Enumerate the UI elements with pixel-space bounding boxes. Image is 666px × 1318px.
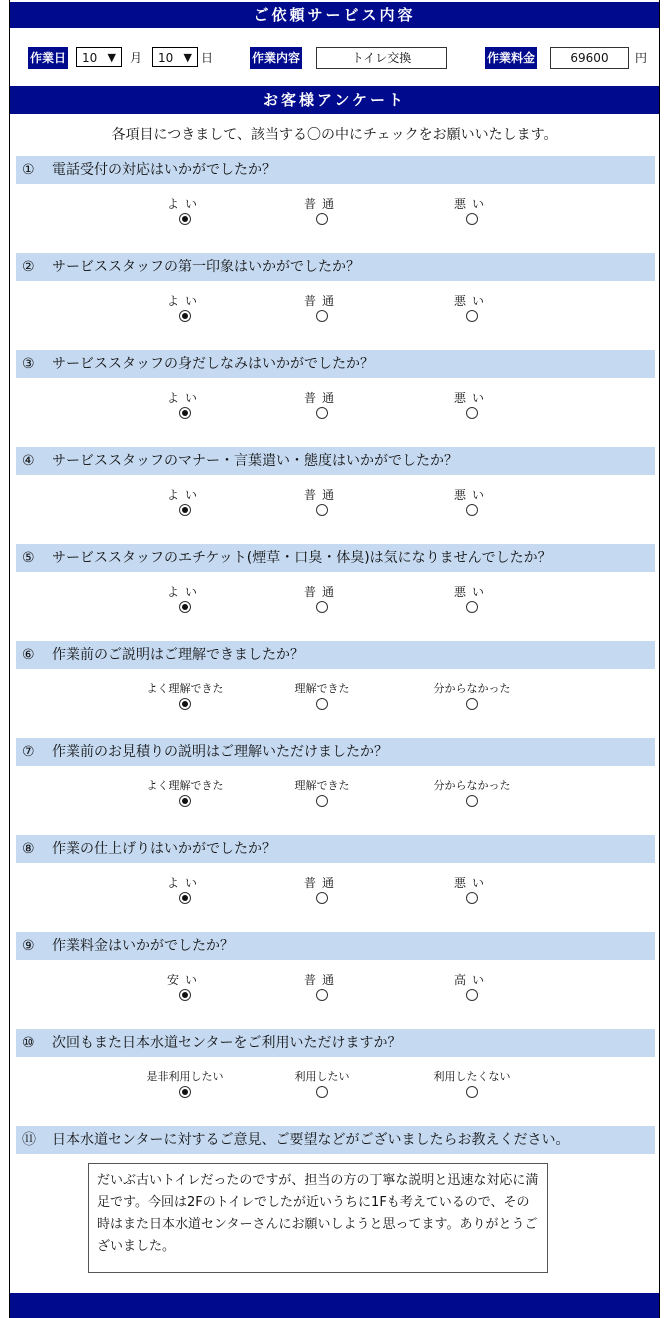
service-details-row (10, 45, 659, 73)
dropdown-arrow-icon: ▼ (183, 51, 192, 64)
radio-button[interactable] (466, 310, 478, 322)
option-1[interactable] (130, 487, 240, 519)
month-unit: 月 (130, 51, 143, 65)
option-label: 悪い (453, 391, 490, 405)
radio-button[interactable] (466, 698, 478, 710)
radio-button[interactable] (466, 504, 478, 516)
option-label: 悪い (453, 197, 490, 211)
question-10-header (16, 1029, 655, 1057)
radio-button[interactable] (466, 601, 478, 613)
option-2[interactable] (267, 487, 377, 519)
dropdown-arrow-icon: ▼ (107, 51, 116, 64)
question-1-header (16, 156, 655, 184)
option-3[interactable] (417, 1069, 527, 1101)
month-select[interactable] (76, 47, 122, 67)
day-unit: 日 (201, 51, 214, 65)
option-label: 利用したくない (433, 1070, 511, 1083)
fee-unit: 円 (635, 51, 648, 65)
question-1-options (10, 196, 659, 236)
question-text: 作業前のお見積りの説明はご理解いただけましたか？ (52, 744, 388, 760)
day-value: 10 (158, 51, 174, 65)
work-fee-label: 作業料金 (485, 47, 537, 69)
option-label: 是非利用したい (146, 1070, 224, 1083)
option-label: よい (166, 391, 203, 405)
radio-button[interactable] (179, 698, 191, 710)
option-1[interactable] (130, 293, 240, 325)
option-label: 利用したい (294, 1070, 350, 1083)
option-3[interactable] (417, 875, 527, 907)
option-3[interactable] (417, 778, 527, 810)
survey-instructions: 各項目につきまして、該当する〇の中にチェックをお願いいたします。 (111, 127, 558, 143)
option-1[interactable] (130, 778, 240, 810)
option-label: 普通 (303, 488, 340, 502)
question-number: ④ (22, 453, 35, 469)
work-content-field[interactable]: トイレ交換 (316, 47, 447, 69)
question-5-header (16, 544, 655, 572)
service-header-bar: ご依頼サービス内容 (10, 2, 659, 28)
radio-button[interactable] (179, 989, 191, 1001)
option-label: 普通 (303, 197, 340, 211)
work-date-label: 作業日 (28, 47, 68, 69)
radio-button[interactable] (316, 213, 328, 225)
footer-bar (10, 1293, 659, 1318)
question-3-header (16, 350, 655, 378)
option-label: 理解できた (294, 779, 350, 792)
question-5-options (10, 584, 659, 624)
question-number: ⑪ (22, 1132, 36, 1148)
radio-button[interactable] (316, 892, 328, 904)
radio-button[interactable] (179, 795, 191, 807)
option-label: 普通 (303, 973, 340, 987)
option-label: 普通 (303, 585, 340, 599)
question-number: ⑤ (22, 550, 35, 566)
option-2[interactable] (267, 196, 377, 228)
work-fee-field[interactable]: 69600 (550, 47, 629, 69)
option-2[interactable] (267, 778, 377, 810)
option-label: 安い (166, 973, 203, 987)
radio-button[interactable] (466, 213, 478, 225)
option-label: 高い (453, 973, 490, 987)
day-select[interactable] (152, 47, 198, 67)
radio-button[interactable] (316, 504, 328, 516)
question-7-options (10, 778, 659, 818)
option-2[interactable] (267, 875, 377, 907)
option-3[interactable] (417, 584, 527, 616)
option-label: よい (166, 585, 203, 599)
question-4-options (10, 487, 659, 527)
option-1[interactable] (130, 681, 240, 713)
question-number: ⑥ (22, 647, 35, 663)
question-text: 日本水道センターに対するご意見、ご要望などがございましたらお教えください。 (52, 1132, 570, 1148)
radio-button[interactable] (466, 989, 478, 1001)
radio-button[interactable] (316, 795, 328, 807)
question-text: 次回もまた日本水道センターをご利用いただけますか？ (52, 1035, 402, 1051)
option-1[interactable] (130, 390, 240, 422)
option-label: 悪い (453, 876, 490, 890)
question-10-options (10, 1069, 659, 1109)
question-text: サービススタッフのマナー・言葉遣い・態度はいかがでしたか？ (52, 453, 458, 469)
radio-button[interactable] (179, 310, 191, 322)
option-label: 悪い (453, 488, 490, 502)
option-3[interactable] (417, 487, 527, 519)
option-label: 普通 (303, 294, 340, 308)
option-label: 分からなかった (433, 779, 511, 792)
question-6-options (10, 681, 659, 721)
option-2[interactable] (267, 584, 377, 616)
question-number: ② (22, 259, 35, 275)
option-label: よい (166, 876, 203, 890)
question-2-options (10, 293, 659, 333)
question-text: 電話受付の対応はいかがでしたか？ (52, 162, 276, 178)
option-label: よい (166, 197, 203, 211)
comment-textarea[interactable]: だいぶ古いトイレだったのですが、担当の方の丁寧な説明と迅速な対応に満足です。今回は2Fのトイレでしたが近いうちに1Fも考えているので、その時はまた日本水道センターさんにお願いしようと思ってます。ありがとうございました。 (88, 1163, 548, 1273)
radio-button[interactable] (316, 989, 328, 1001)
option-label: 悪い (453, 294, 490, 308)
option-label: 理解できた (294, 682, 350, 695)
question-8-header (16, 835, 655, 863)
radio-button[interactable] (179, 504, 191, 516)
radio-button[interactable] (179, 601, 191, 613)
radio-button[interactable] (316, 1086, 328, 1098)
option-label: よい (166, 488, 203, 502)
question-number: ⑩ (22, 1035, 35, 1051)
option-3[interactable] (417, 196, 527, 228)
option-label: よい (166, 294, 203, 308)
question-9-options (10, 972, 659, 1012)
question-9-header (16, 932, 655, 960)
option-1[interactable] (130, 972, 240, 1004)
radio-button[interactable] (466, 795, 478, 807)
question-7-header (16, 738, 655, 766)
question-text: サービススタッフの身だしなみはいかがでしたか？ (52, 356, 374, 372)
question-text: サービススタッフのエチケット(煙草・口臭・体臭)は気になりませんでしたか？ (52, 550, 552, 566)
option-label: 悪い (453, 585, 490, 599)
option-3[interactable] (417, 972, 527, 1004)
option-2[interactable] (267, 972, 377, 1004)
question-number: ③ (22, 356, 35, 372)
question-number: ⑧ (22, 841, 35, 857)
option-1[interactable] (130, 584, 240, 616)
option-label: 分からなかった (433, 682, 511, 695)
question-number: ⑦ (22, 744, 35, 760)
question-3-options (10, 390, 659, 430)
option-3[interactable] (417, 293, 527, 325)
month-value: 10 (82, 51, 98, 65)
option-label: 普通 (303, 876, 340, 890)
survey-frame (9, 0, 660, 1318)
radio-button[interactable] (179, 407, 191, 419)
option-1[interactable] (130, 1069, 240, 1101)
survey-header-bar: お客様アンケート (10, 86, 659, 114)
option-label: 普通 (303, 391, 340, 405)
radio-button[interactable] (316, 698, 328, 710)
question-6-header (16, 641, 655, 669)
question-text: 作業の仕上げりはいかがでしたか？ (52, 841, 276, 857)
option-label: よく理解できた (146, 682, 224, 695)
radio-button[interactable] (179, 1086, 191, 1098)
option-1[interactable] (130, 196, 240, 228)
option-3[interactable] (417, 390, 527, 422)
radio-button[interactable] (466, 407, 478, 419)
radio-button[interactable] (179, 892, 191, 904)
radio-button[interactable] (316, 601, 328, 613)
radio-button[interactable] (316, 407, 328, 419)
question-text: 作業料金はいかがでしたか？ (52, 938, 234, 954)
question-text: 作業前のご説明はご理解できましたか？ (52, 647, 304, 663)
option-2[interactable] (267, 293, 377, 325)
question-number: ① (22, 162, 35, 178)
question-8-options (10, 875, 659, 915)
question-11-header (16, 1126, 655, 1154)
question-number: ⑨ (22, 938, 35, 954)
radio-button[interactable] (466, 892, 478, 904)
option-2[interactable] (267, 681, 377, 713)
radio-button[interactable] (466, 1086, 478, 1098)
option-2[interactable] (267, 1069, 377, 1101)
option-2[interactable] (267, 390, 377, 422)
question-4-header (16, 447, 655, 475)
question-2-header (16, 253, 655, 281)
radio-button[interactable] (316, 310, 328, 322)
work-content-label: 作業内容 (250, 47, 302, 69)
option-3[interactable] (417, 681, 527, 713)
question-text: サービススタッフの第一印象はいかがでしたか？ (52, 259, 360, 275)
option-label: よく理解できた (146, 779, 224, 792)
radio-button[interactable] (179, 213, 191, 225)
option-1[interactable] (130, 875, 240, 907)
